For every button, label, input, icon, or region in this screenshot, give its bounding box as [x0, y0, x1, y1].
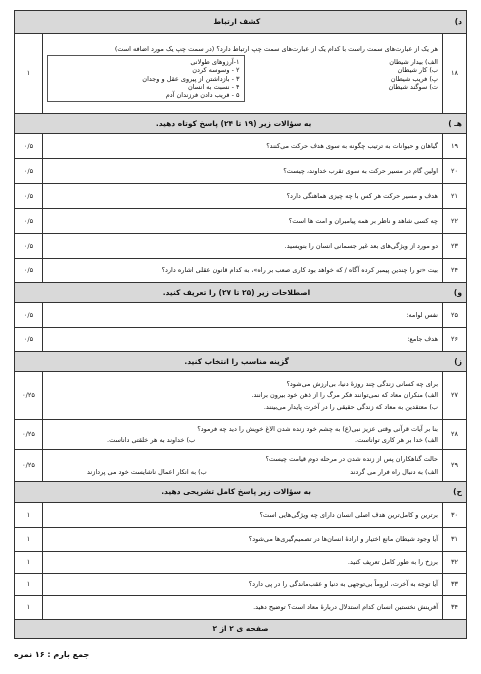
question-text: آفرینش نخستین انسان کدام استدلال دربارهٔ معاد است؟ توضیح دهید.	[43, 596, 443, 620]
question-body	[43, 450, 443, 482]
question-score: ۱	[15, 503, 43, 528]
option-a: الف) منکران معاد که نمی‌توانند فکر مرگ را از ذهن خود بیرون برانند.	[251, 391, 438, 400]
option-a: الف) به دنبال راه فرار می گردند	[350, 467, 438, 476]
exam-sheet	[14, 10, 467, 642]
question-number: ۳۲	[443, 552, 467, 574]
match-left-item: ۴ - نسبت به انسان	[187, 82, 240, 91]
question-text: آیا توجه به آخرت، لزوماً بی‌توجهی به دنیا و عقب‌ماندگی را در پی دارد؟	[43, 574, 443, 596]
match-right-item: ت) سوگند شیطان	[388, 82, 438, 91]
mc-question-row	[15, 420, 467, 450]
definition-term: نفس لوامه:	[43, 303, 443, 328]
definition-row	[15, 328, 467, 352]
question-text: اولین گام در مسیر حرکت به سوی تقرب خداوند، چیست؟	[43, 159, 443, 184]
question-body	[43, 420, 443, 450]
question-score: ۰/۵	[15, 209, 43, 234]
match-right-item: پ) فریب شیطان	[390, 74, 438, 83]
matching-right-column	[251, 55, 439, 102]
question-number: ۲۹	[443, 450, 467, 482]
section-title: به سؤالات زیر پاسخ کامل تشریحی دهید.	[161, 487, 311, 497]
question-score: ۰/۵	[15, 234, 43, 259]
question-score: ۱	[15, 34, 43, 114]
definition-row	[15, 303, 467, 328]
options-row	[47, 468, 438, 476]
question-score: ۱	[15, 596, 43, 620]
question-score: ۰/۵	[15, 303, 43, 328]
question-text: گیاهان و حیوانات به ترتیب چگونه به سوی هدف حرکت می‌کنند؟	[43, 134, 443, 159]
question-number: ۲۶	[443, 328, 467, 352]
section-title: اصطلاحات زیر (۲۵ تا ۲۷) را تعریف کنید.	[162, 287, 311, 297]
page-indicator: صفحه ی ۲ از ۲	[15, 620, 467, 639]
question-text: دو مورد از ویژگی‌های بعد غیر جسمانی انسان را بنویسید.	[43, 234, 443, 259]
match-left-item: ۱-آرزوهای طولانی	[190, 58, 240, 67]
question-text: آیا وجود شیطان مانع اختیار و ارادهٔ انسان‌ها در تصمیم‌گیری‌ها می‌شود؟	[43, 528, 443, 552]
question-text: برزخ را به طور کامل تعریف کنید.	[43, 552, 443, 574]
question-number: ۳۱	[443, 528, 467, 552]
matching-left-column	[47, 55, 245, 102]
question-text: چه کسی شاهد و ناظر بر همه پیامبران و امت ها است؟	[43, 209, 443, 234]
question-text: هدف و مسیر حرکت هر کس با چه چیزی هماهنگی دارد؟	[43, 184, 443, 209]
section-letter: هـ )	[448, 118, 462, 128]
section-title: گزینه مناسب را انتخاب کنید.	[184, 356, 289, 366]
question-text: برای چه کسانی زندگی چند روزهٔ دنیا، بی‌ارزش می‌شود؟	[286, 380, 438, 389]
question-score: ۰/۵	[15, 159, 43, 184]
question-row	[15, 596, 467, 620]
section-header-h	[15, 114, 467, 134]
question-score: ۱	[15, 552, 43, 574]
question-score: ۱	[15, 528, 43, 552]
question-score: ۰/۵	[15, 184, 43, 209]
section-title: کشف ارتباط	[213, 17, 261, 27]
page-footer-row	[15, 620, 467, 639]
question-row	[15, 503, 467, 528]
question-number: ۲۱	[443, 184, 467, 209]
section-header-z	[15, 352, 467, 372]
section-title: به سؤالات زیر (۱۹ تا ۲۴) پاسخ کوتاه دهید.	[155, 118, 312, 128]
match-left-item: ۳ - بازداشتن از پیروی عقل و وجدان	[142, 74, 240, 83]
section-header-v	[15, 283, 467, 303]
matching-area	[47, 55, 438, 102]
mc-question-row	[15, 450, 467, 482]
total-score: جمع بارم : ۱۶ نمره	[14, 650, 90, 659]
question-number: ۲۳	[443, 234, 467, 259]
question-number: ۲۰	[443, 159, 467, 184]
question-score: ۰/۲۵	[15, 450, 43, 482]
section-header-d	[15, 11, 467, 34]
question-score: ۰/۲۵	[15, 420, 43, 450]
question-row	[15, 234, 467, 259]
question-text: بیت «تو را چندین پیمبر کرده آگاه / که خواهد بود کاری صعب بر راه»، به کدام قانون عقلی اشاره دارد؟	[43, 259, 443, 283]
option-b: ب) خداوند به هر خلقتی داناست.	[107, 436, 196, 444]
question-body	[43, 372, 443, 420]
question-row	[15, 259, 467, 283]
question-number: ۲۸	[443, 420, 467, 450]
section-letter: ز)	[454, 356, 462, 366]
question-score: ۰/۲۵	[15, 372, 43, 420]
match-right-item: ب) کار شیطان	[397, 66, 438, 75]
option-b: ب) معتقدین به معاد که زندگی حقیقی را در آخرت پایدار می‌بینند.	[263, 402, 438, 411]
question-row-18	[15, 34, 467, 114]
match-left-item: ۵ - فریب دادن فرزندان آدم	[165, 90, 240, 99]
question-row	[15, 184, 467, 209]
options-row	[47, 436, 438, 444]
question-row	[15, 552, 467, 574]
question-number: ۲۵	[443, 303, 467, 328]
section-letter: و)	[453, 287, 462, 297]
section-letter: د)	[454, 17, 462, 27]
question-number: ۳۰	[443, 503, 467, 528]
section-header-h2	[15, 482, 467, 503]
question-number: ۱۹	[443, 134, 467, 159]
question-text: هر یک از عبارت‌های سمت راست با کدام یک از عبارت‌های سمت چپ ارتباط دارد؟ (در سمت چپ یک مورد اضافه است)	[114, 45, 438, 54]
question-number: ۲۲	[443, 209, 467, 234]
question-text: برترین و کامل‌ترین هدف اصلی انسان دارای چه ویژگی‌هایی است؟	[43, 503, 443, 528]
question-row	[15, 209, 467, 234]
question-number: ۱۸	[443, 34, 467, 114]
option-b: ب) به انکار اعمال ناشایست خود می پردازند	[87, 467, 207, 476]
section-letter: ح)	[453, 487, 462, 497]
question-text: حالت گناهکاران پس از زنده شدن در مرحله دوم قیامت چیست؟	[265, 455, 438, 464]
question-row	[15, 134, 467, 159]
match-left-item: ۲ - وسوسه کردن	[192, 66, 240, 75]
definition-term: هدف جامع:	[43, 328, 443, 352]
question-score: ۰/۵	[15, 328, 43, 352]
question-score: ۰/۵	[15, 259, 43, 283]
question-row	[15, 159, 467, 184]
question-number: ۲۴	[443, 259, 467, 283]
question-number: ۲۷	[443, 372, 467, 420]
option-a: الف) خدا بر هر کاری تواناست.	[355, 436, 438, 444]
mc-question-row	[15, 372, 467, 420]
question-text: بنا بر آیات قرآنی وقتی عزیز نبی(ع) به چشم خود زنده شدن الاغ خویش را دید چه فرمود؟	[197, 424, 438, 433]
question-score: ۰/۵	[15, 134, 43, 159]
question-row	[15, 528, 467, 552]
question-score: ۱	[15, 574, 43, 596]
question-number: ۳۴	[443, 596, 467, 620]
question-body	[43, 34, 443, 114]
question-number: ۳۳	[443, 574, 467, 596]
exam-table	[14, 10, 467, 639]
question-row	[15, 574, 467, 596]
match-right-item: الف) بیدار شیطان	[389, 58, 438, 67]
